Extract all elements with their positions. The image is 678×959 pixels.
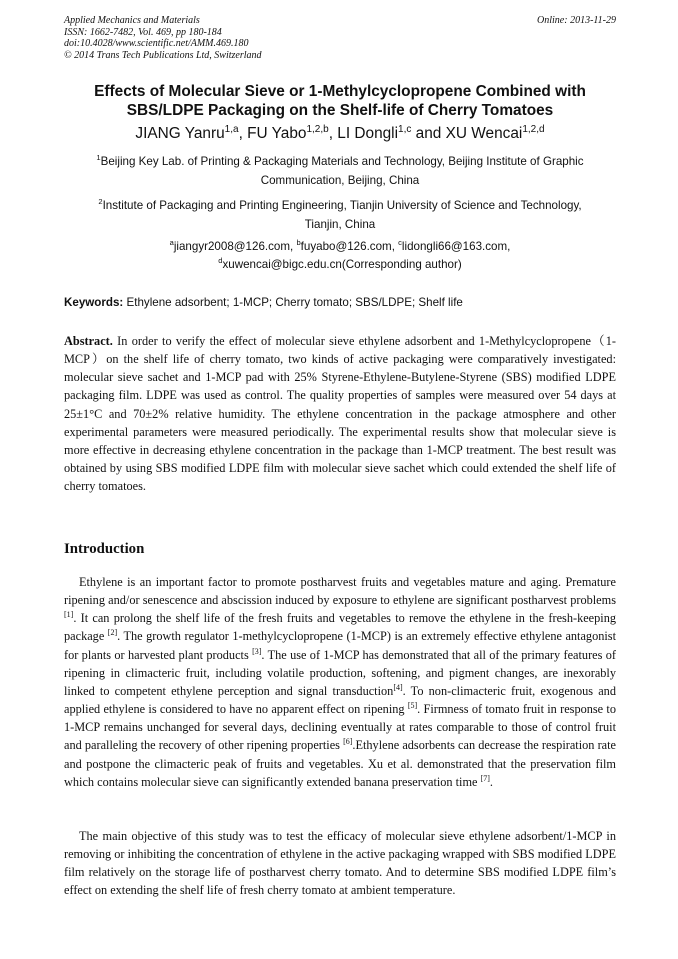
journal-issn: ISSN: 1662-7482, Vol. 469, pp 180-184 bbox=[64, 26, 222, 38]
affiliation-2-line-1: Institute of Packaging and Printing Engineering, Tianjin University of Science and Technology, bbox=[102, 199, 582, 212]
intro-paragraph-1 bbox=[64, 573, 616, 791]
citation-ref[interactable]: [5] bbox=[407, 701, 418, 710]
email-a[interactable]: jiangyr2008@126.com, bbox=[173, 240, 297, 253]
author-affiliation-mark: 1,a bbox=[224, 123, 239, 135]
author-name: JIANG Yanru bbox=[135, 125, 225, 142]
email-mark: c bbox=[398, 238, 402, 248]
affiliation-mark: 2 bbox=[98, 197, 103, 207]
author-affiliation-mark: 1,c bbox=[398, 123, 412, 135]
abstract-label: Abstract. bbox=[64, 334, 113, 348]
author-emails bbox=[64, 238, 616, 274]
author-name: XU Wencai bbox=[445, 125, 523, 142]
author-separator: , bbox=[238, 125, 248, 142]
journal-header bbox=[64, 15, 616, 61]
affiliation-2-line-2: Tianjin, China bbox=[304, 218, 376, 231]
author-affiliation-mark: 1,2,d bbox=[522, 123, 545, 135]
intro-text: . To non-climacteric fruit, exogenous and applied ethylene is considered to have no apparent effect on ripening bbox=[64, 683, 616, 717]
author-separator: , bbox=[328, 125, 338, 142]
email-mark: b bbox=[296, 238, 301, 248]
online-date: Online: 2013-11-29 bbox=[537, 15, 616, 26]
author-name: FU Yabo bbox=[247, 125, 307, 142]
citation-ref[interactable]: [7] bbox=[480, 773, 490, 783]
citation-ref[interactable]: [3] bbox=[252, 646, 262, 656]
keywords bbox=[64, 294, 616, 312]
author-separator: and bbox=[411, 125, 446, 142]
intro-text: . The growth regulator 1-methylcyclopropene (1-MCP) is an extremely effective ethylene antagonist for plants or harvested plant products bbox=[64, 629, 616, 662]
email-mark: a bbox=[169, 238, 174, 248]
journal-doi[interactable]: doi:10.4028/www.scientific.net/AMM.469.180 bbox=[64, 38, 249, 49]
citation-ref[interactable]: [1] bbox=[64, 610, 74, 620]
intro-text: . The use of 1-MCP has demonstrated that all of the primary features of ripening in climacteric fruit, including volatile production, softening, and pigment changes, are inexorably linked to competent ethylene perception and signal transduction bbox=[64, 647, 616, 698]
intro-text: .Ethylene adsorbents can decrease the respiration rate and postpone the climacteric peak of fruits and vegetables. Xu et al. demonstrated that the preservation film which contains molecular sieve can significantly extended banana preservation time bbox=[64, 738, 616, 789]
email-c[interactable]: lidongli66@163.com, bbox=[401, 240, 511, 253]
author-name: LI Dongli bbox=[337, 125, 399, 142]
affiliation-1 bbox=[64, 152, 616, 190]
affiliation-1-line-1: Beijing Key Lab. of Printing & Packaging Materials and Technology, Beijing Institute of Graphic bbox=[100, 155, 584, 168]
intro-text: . Firmness of tomato fruit in response to 1-MCP remains unchanged for several days, declining eventually at rates comparable to those of control fruit and paralleling the recovery of other ripening properties bbox=[64, 702, 616, 753]
intro-paragraph-2 bbox=[64, 827, 616, 900]
citation-ref[interactable]: [2] bbox=[107, 628, 118, 638]
email-mark: d bbox=[218, 256, 223, 266]
citation-ref[interactable]: [6] bbox=[343, 737, 353, 747]
affiliation-1-line-2: Communication, Beijing, China bbox=[260, 174, 420, 187]
citation-ref[interactable]: [4] bbox=[393, 682, 403, 692]
intro-paragraph-2-text: The main objective of this study was to test the efficacy of molecular sieve ethylene adsorbent/1-MCP in removing or inhibiting the concentration of ethylene in the active packaging wrapped with SBS modified LDPE film relatively on the storage life of postharvest cherry tomato. And to determine SBS modified LDPE film’s effect on extending the shelf life of fresh cherry tomato at ambient temperature. bbox=[64, 829, 616, 898]
affiliation-2 bbox=[64, 196, 616, 234]
paper-title bbox=[64, 82, 616, 120]
author-list bbox=[64, 124, 616, 143]
author-affiliation-mark: 1,2,b bbox=[306, 123, 329, 135]
keywords-text: Ethylene adsorbent; 1-MCP; Cherry tomato; SBS/LDPE; Shelf life bbox=[123, 296, 463, 309]
keywords-label: Keywords: bbox=[64, 296, 124, 309]
intro-text: Ethylene is an important factor to promote postharvest fruits and vegetables mature and aging. Premature ripening and/or senescence and abscission induced by exposure to ethylene are significant postharvest problems bbox=[64, 575, 616, 608]
abstract-text: In order to verify the effect of molecular sieve ethylene adsorbent and 1-Methylcyclopropene（1-MCP）on the shelf life of cherry tomato, two kinds of active packaging were comparatively investigated: molecular sieve sachet and 1-MCP pad with 25% Styrene-Ethylene-Butylene-Styrene (SBS) modified LDPE packaging film. LDPE was used as control. The quality properties of samples were measured over 54 days at 25±1°C and 70±2% relative humidity. The ethylene concentration in the package atmosphere and other experimental parameters were measured periodically. The experimental results show that molecular sieve is more effective in decreasing ethylene concentration in the package than 1-MCP treatment. The best result was obtained by using SBS modified LDPE film with molecular sieve sachet which could extended the shelf life of cherry tomatoes. bbox=[64, 334, 616, 494]
journal-name: Applied Mechanics and Materials bbox=[64, 15, 200, 26]
email-b[interactable]: fuyabo@126.com, bbox=[300, 240, 399, 253]
title-line-2: SBS/LDPE Packaging on the Shelf-life of Cherry Tomatoes bbox=[126, 102, 554, 119]
section-heading-introduction: Introduction bbox=[64, 541, 145, 557]
intro-text: . bbox=[489, 774, 493, 789]
journal-copyright: © 2014 Trans Tech Publications Ltd, Switzerland bbox=[64, 49, 262, 61]
intro-text: . It can prolong the shelf life of the fresh fruits and vegetables to remove the ethylene in the fresh-keeping package bbox=[64, 611, 616, 644]
email-d[interactable]: xuwencai@bigc.edu.cn(Corresponding author) bbox=[222, 258, 462, 271]
affiliation-mark: 1 bbox=[96, 153, 101, 163]
title-line-1: Effects of Molecular Sieve or 1-Methylcyclopropene Combined with bbox=[94, 83, 586, 100]
abstract bbox=[64, 332, 616, 495]
